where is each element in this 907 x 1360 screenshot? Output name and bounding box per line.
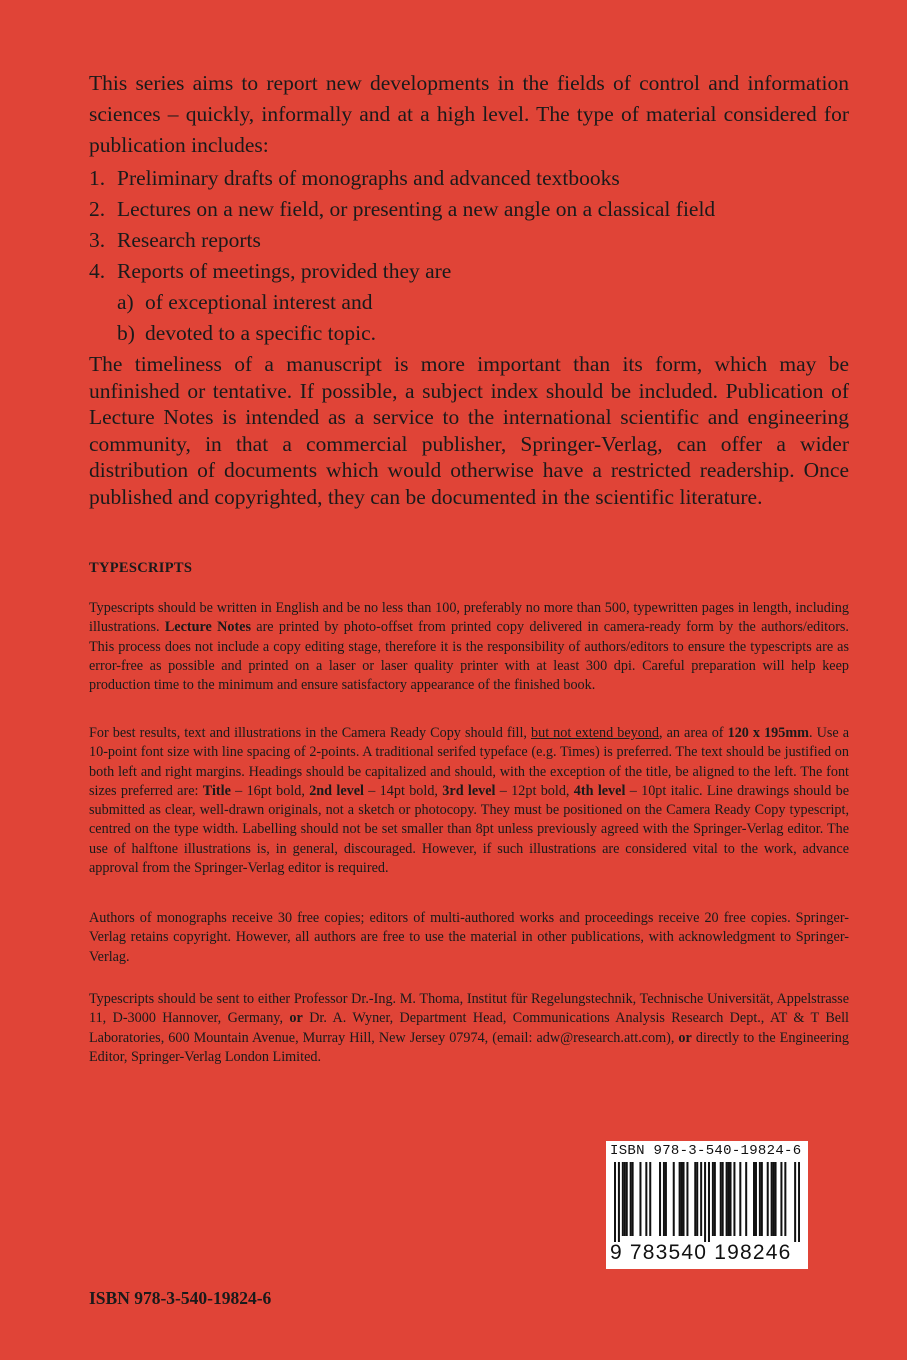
barcode-bar (622, 1162, 624, 1236)
isbn-barcode (606, 1141, 808, 1269)
barcode-bar (780, 1162, 782, 1236)
footer-isbn: ISBN 978-3-540-19824-6 (89, 1288, 272, 1308)
barcode-bar (639, 1162, 641, 1236)
list-item: 1. Preliminary drafts of monographs and advanced textbooks (89, 166, 620, 190)
typescripts-paragraph-2: For best results, text and illustrations in the Camera Ready Copy should fill, but not extend beyond, an area of 120 x 195mm. Use a 10-point font size with line spacing of 2-points. A traditional serifed typeface (e.g. Times) is preferred. The text should be justified on both left and right margins. Headings should be capitalized and should, with the exception of the title, be aligned to the left. The font sizes preferred are: Title – 16pt bold, 2nd level – 14pt bold, 3rd level – 12pt bold, 4th level – 10pt italic. Line drawings should be submitted as clear, well-drawn originals, not a sketch or photocopy. They must be positioned on the Camera Ready Copy typescript, centred on the type width. Labelling should not be set smaller than 8pt unless previously agreed with the Springer-Verlag editor. The use of halftone illustrations is, in general, discouraged. However, if such illustrations are considered vital to the work, advance approval from the Springer-Verlag editor is required. (89, 725, 850, 877)
sub-list-item: a) of exceptional interest and (117, 290, 373, 314)
barcode-bar (614, 1162, 616, 1242)
barcode-bar (733, 1162, 735, 1236)
sub-list-item: b) devoted to a specific topic. (117, 321, 377, 345)
typescripts-paragraph-4: Typescripts should be sent to either Professor Dr.-Ing. M. Thoma, Institut für Regelungstechnik, Technische Universität, Appelstrasse 11, D-3000 Hannover, Germany, or Dr. A. Wyner, Department Head, Communications Analysis Research Dept., AT & T Bell Laboratories, 600 Mountain Avenue, Murray Hill, New Jersey 07974, (email: adw@research.att.com), or directly to the Engineering Editor, Springer-Verlag London Limited. (89, 991, 849, 1065)
barcode-bar (659, 1162, 661, 1236)
list-item: 2. Lectures on a new field, or presenting a new angle on a classical field (89, 197, 716, 221)
barcode-bar (712, 1162, 714, 1236)
barcode-bar (708, 1162, 710, 1242)
barcode-bar (753, 1162, 755, 1236)
barcode-bar (761, 1162, 763, 1236)
list-item: 4. Reports of meetings, provided they are a) of exceptional interest and b) devoted to a specific topic. (89, 256, 849, 349)
barcode-bar (700, 1162, 702, 1236)
barcode-bar (696, 1162, 698, 1236)
barcode-bar (755, 1162, 757, 1236)
barcode-bar (759, 1162, 761, 1236)
barcode-bar (624, 1162, 626, 1236)
barcode-bars (614, 1162, 800, 1242)
barcode-bar (767, 1162, 769, 1236)
barcode-bar (773, 1162, 775, 1236)
barcode-digits: 9 783540 198246 (610, 1241, 792, 1264)
barcode-bar (694, 1162, 696, 1236)
barcode-bar (794, 1162, 796, 1242)
series-description (89, 68, 849, 510)
barcode-bar (630, 1162, 632, 1236)
barcode-bar (649, 1162, 651, 1236)
barcode-bar (679, 1162, 681, 1236)
barcode-bar (632, 1162, 634, 1236)
barcode-bar (726, 1162, 728, 1236)
typescripts-heading: TYPESCRIPTS (89, 560, 193, 576)
typescripts-paragraph-3: Authors of monographs receive 30 free copies; editors of multi-authored works and proceedings receive 20 free copies. Springer-Verlag retains copyright. However, all authors are free to use the material in other publications, with acknowledgment to Springer-Verlag. (89, 910, 849, 965)
barcode-bar (775, 1162, 777, 1236)
barcode-bar (683, 1162, 685, 1236)
barcode-bar (665, 1162, 667, 1236)
intro-closing: The timeliness of a manuscript is more important than its form, which may be unfinished or tentative. If possible, a subject index should be included. Publication of Lecture Notes is intended as a service to the international scientific and engineering community, in that a commercial publisher, Springer-Verlag, can offer a wider distribution of documents which would otherwise have a restricted readership. Once published and copyrighted, they can be documented in the scientific literature. (89, 352, 849, 509)
barcode-bar (771, 1162, 773, 1236)
barcode-bar (798, 1162, 800, 1242)
barcode-bar (739, 1162, 741, 1236)
barcode-bar (645, 1162, 647, 1236)
barcode-bar (673, 1162, 675, 1236)
barcode-bar (722, 1162, 724, 1236)
intro-lead: This series aims to report new developments in the fields of control and information sciences – quickly, informally and at a high level. The type of material considered for publication includes: (89, 71, 849, 157)
barcode-bar (704, 1162, 706, 1242)
barcode-bar (728, 1162, 730, 1236)
typescripts-paragraph-1: Typescripts should be written in English and be no less than 100, preferably no more than 500, typewritten pages in length, including illustrations. Lecture Notes are printed by photo-offset from printed copy delivered in camera-ready form by the authors/editors. This process does not include a copy editing stage, therefore it is the responsibility of authors/editors to ensure the typescripts are as error-free as possible and printed on a laser or laser quality printer with at least 300 dpi. Careful preparation will help keep production time to the minimum and ensure satisfactory appearance of the finished book. (89, 600, 849, 694)
barcode-bar (745, 1162, 747, 1236)
barcode-bar (663, 1162, 665, 1236)
barcode-bar (686, 1162, 688, 1236)
barcode-bar (730, 1162, 732, 1236)
material-list (89, 163, 849, 349)
barcode-bar (784, 1162, 786, 1236)
barcode-bar (714, 1162, 716, 1236)
sub-list (89, 287, 849, 349)
barcode-bar (626, 1162, 628, 1236)
barcode-bar (681, 1162, 683, 1236)
barcode-isbn-label: ISBN 978-3-540-19824-6 (610, 1143, 802, 1159)
barcode-bar (618, 1162, 620, 1242)
barcode-bar (720, 1162, 722, 1236)
list-item: 3. Research reports (89, 228, 261, 252)
